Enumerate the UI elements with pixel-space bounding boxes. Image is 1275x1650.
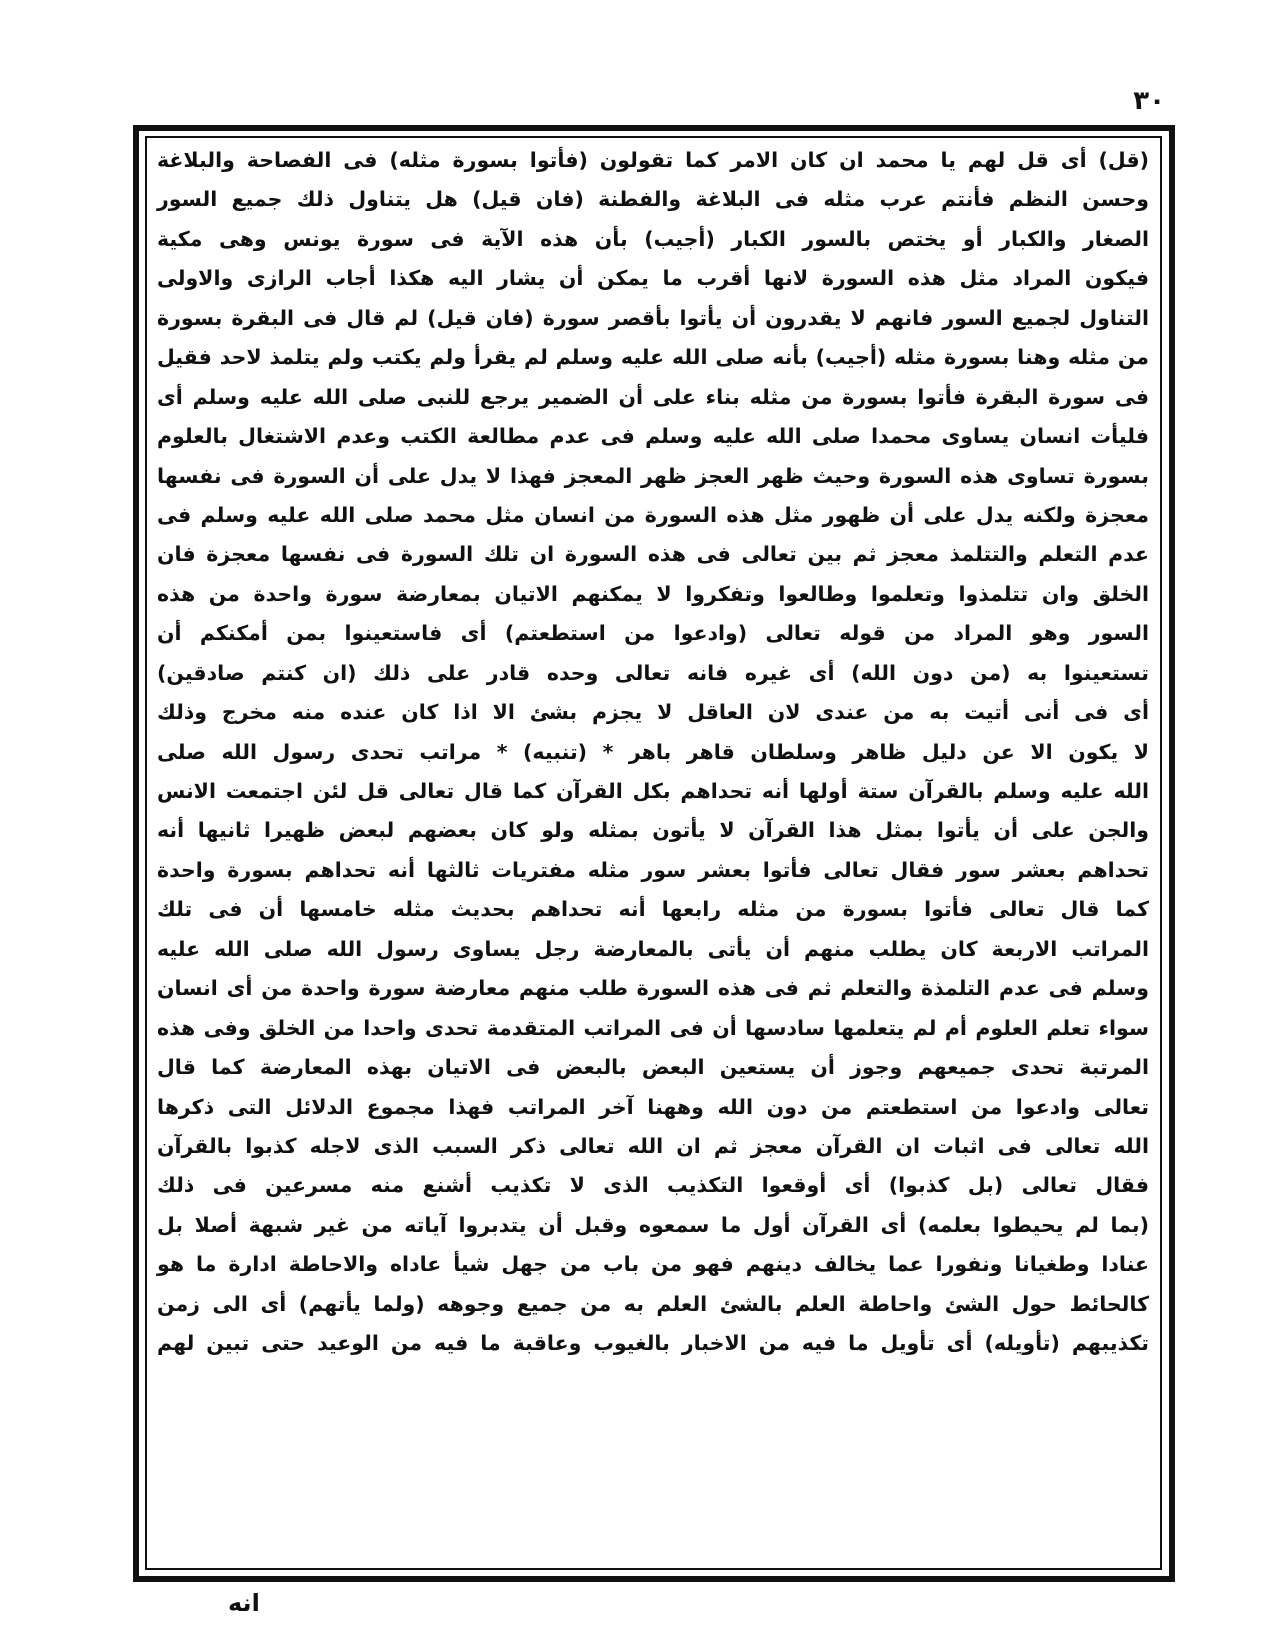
text-line: فيكون المراد مثل هذه السورة لانها أقرب ما يمكن أن يشار اليه هكذا أجاب الرازى والاولى [157, 266, 1149, 291]
text-line: الصغار والكبار أو يختص بالسور الكبار (أجيب) بأن هذه الآية فى سورة يونس وهى مكية [157, 226, 1149, 251]
text-line: التناول لجميع السور فانهم لا يقدرون أن يأتوا بأقصر سورة (فان قيل) لم قال فى البقرة بسورة [157, 305, 1149, 330]
text-line: المراتب الاربعة كان يطلب منهم أن يأتى بالمعارضة رجل يساوى رسول الله صلى الله عليه [157, 936, 1149, 961]
text-line: (بما لم يحيطوا بعلمه) أى القرآن أول ما سمعوه وقبل أن يتدبروا آياته من غير شبهة أصلا بل [157, 1212, 1149, 1237]
text-line: تكذيبهم (تأويله) أى تأويل ما فيه من الاخبار بالغيوب وعاقبة ما فيه من الوعيد حتى تبين لهم [157, 1331, 1149, 1356]
text-line: الله عليه وسلم بالقرآن ستة أولها أنه تحداهم بكل القرآن كما قال تعالى قل لئن اجتمعت الانس [157, 779, 1149, 803]
text-line: تحداهم بعشر سور فقال تعالى فأتوا بعشر سور مثله مفتريات ثالثها أنه تحداهم بسورة واحدة [157, 857, 1149, 882]
text-line: المرتبة تحدى جميعهم وجوز أن يستعين البعض بالبعض فى الاتيان بهذه المعارضة كما قال [157, 1055, 1149, 1080]
text-line: عدم التعلم والتتلمذ معجز ثم بين تعالى فى هذه السورة ان تلك السورة فى نفسها معجزة فان [157, 542, 1149, 567]
text-line: فليأت انسان يساوى محمدا صلى الله عليه وسلم فى عدم مطالعة الكتب وعدم الاشتغال بالعلوم [157, 424, 1149, 449]
text-line: تعالى وادعوا من استطعتم من دون الله وههنا آخر المراتب فهذا مجموع الدلائل التى ذكرها [157, 1094, 1149, 1119]
text-line: (قل) أى قل لهم يا محمد ان كان الامر كما تقولون (فأتوا بسورة مثله) فى الفصاحة والبلاغة [157, 148, 1149, 172]
text-line: كما قال تعالى فأتوا بسورة من مثله رابعها أنه تحداهم بحديث مثله خامسها أن فى تلك [157, 897, 1149, 922]
catchword: انه [228, 1589, 260, 1617]
text-line: عنادا وطغيانا ونفورا عما يخالف دينهم فهو من باب من جهل شيأ عاداه والاحاطة ادارة ما هو [157, 1252, 1149, 1277]
text-line: معجزة ولكنه يدل على أن ظهور مثل هذه السورة من انسان مثل محمد صلى الله عليه وسلم فى [157, 502, 1149, 527]
text-line: سواء تعلم العلوم أم لم يتعلمها سادسها أن فى المراتب المتقدمة تحدى واحدا من الخلق وفى هذه [157, 1015, 1149, 1040]
text-block [153, 141, 1153, 1565]
text-line: تستعينوا به (من دون الله) أى غيره فانه تعالى وحده قادر على ذلك (ان كنتم صادقين) [157, 660, 1149, 685]
text-line: السور وهو المراد من قوله تعالى (وادعوا من استطعتم) أى فاستعينوا بمن أمكنكم أن [157, 621, 1149, 646]
text-line: الله تعالى فى اثبات ان القرآن معجز ثم ان الله تعالى ذكر السبب الذى لاجله كذبوا بالقرآن [157, 1133, 1149, 1158]
text-line: كالحائط حول الشئ واحاطة العلم بالشئ العلم به من جميع وجوهه (ولما يأتهم) أى الى زمن [157, 1291, 1149, 1316]
text-line: أى فى أنى أتيت به من عندى لان العاقل لا يجزم بشئ الا اذا كان عنده منه مخرج وذلك [157, 700, 1149, 725]
text-line: من مثله وهنا بسورة مثله (أجيب) بأنه صلى الله عليه وسلم لم يقرأ ولم يكتب ولم يتلمذ لاحد فقيل [157, 345, 1149, 370]
text-line: والجن على أن يأتوا بمثل هذا القرآن لا يأتون بمثله ولو كان بعضهم لبعض ظهيرا ثانيها أنه [157, 818, 1149, 843]
text-line: فى سورة البقرة فأتوا بسورة من مثله بناء على أن الضمير يرجع للنبى صلى الله عليه وسلم أى [157, 384, 1149, 409]
text-line: وسلم فى عدم التلمذة والتعلم ثم فى هذه السورة طلب منهم معارضة سورة واحدة من أى انسان [157, 976, 1149, 1001]
page-number: ٣٠ [1133, 86, 1165, 116]
text-line: لا يكون الا عن دليل ظاهر وسلطان قاهر باهر * (تنبيه) * مراتب تحدى رسول الله صلى [157, 739, 1149, 764]
text-line: وحسن النظم فأنتم عرب مثله فى البلاغة والفطنة (فان قيل) هل يتناول ذلك جميع السور [157, 187, 1149, 212]
text-line: فقال تعالى (بل كذبوا) أى أوقعوا التكذيب الذى لا تكذيب أشنع منه مسرعين فى ذلك [157, 1173, 1149, 1198]
text-line: بسورة تساوى هذه السورة وحيث ظهر العجز ظهر المعجز فهذا لا يدل على أن السورة فى نفسها [157, 463, 1149, 488]
text-line: الخلق وان تتلمذوا وتعلموا وطالعوا وتفكروا لا يمكنهم الاتيان بمعارضة سورة واحدة من هذه [157, 581, 1149, 606]
